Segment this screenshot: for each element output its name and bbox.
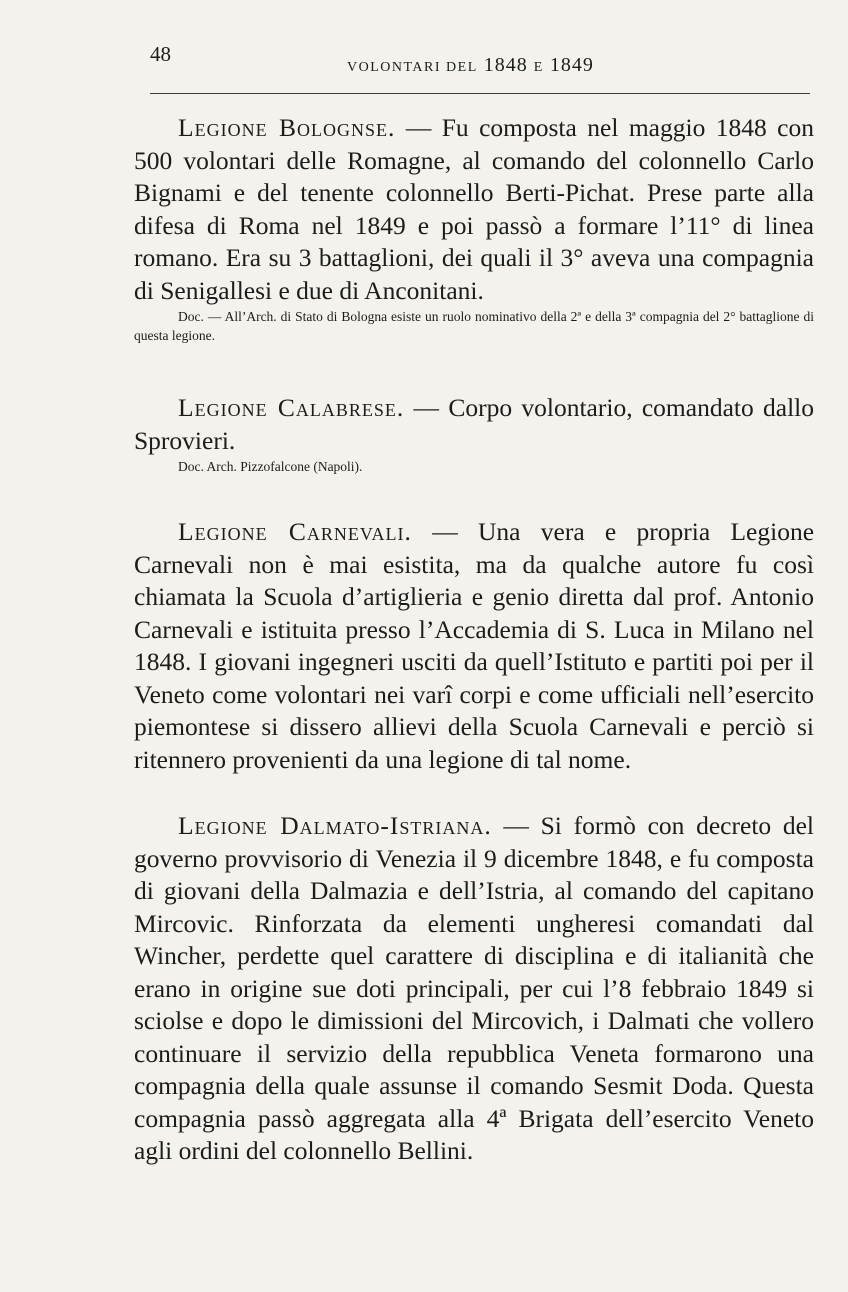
entry-legione-bolognese <box>134 112 814 345</box>
entry-heading: Legione Carnevali. <box>178 517 412 546</box>
entry-legione-carnevali <box>134 516 814 776</box>
page-number: 48 <box>150 42 171 66</box>
entry-paragraph <box>134 516 814 776</box>
running-head <box>150 42 810 94</box>
entry-heading: Legione Calabrese. <box>178 393 405 422</box>
entry-body: — Corpo volontario, comandato dallo Sprovieri. <box>134 393 815 455</box>
header-rule <box>150 93 810 94</box>
entry-legione-dalmato-istriana <box>134 810 814 1168</box>
running-title-year-2: 1849 <box>549 54 594 76</box>
running-title-year-1: 1848 <box>483 54 528 76</box>
running-title <box>347 54 594 77</box>
running-title-prefix: VOLONTARI DEL <box>347 60 478 75</box>
running-title-conjunction: E <box>533 60 544 75</box>
entry-body: — Fu composta nel maggio 1848 con 500 volontari delle Romagne, al comando del colonnello Carlo Bignami e del tenente colonnello Berti-Pichat. Prese parte alla difesa di Roma nel 1849 e poi passò a formare l’11° di linea romano. Era su 3 battaglioni, dei quali il 3° aveva una compagnia di Senigallesi e due di Anconitani. <box>134 113 814 305</box>
entry-body: — Si formò con decreto del governo provvisorio di Venezia il 9 dicembre 1848, e fu composta di giovani della Dalmazia e dell’Istria, al comando del capitano Mircovic. Rinforzata da elementi ungheresi comandati dal Wincher, perdette quel carattere di disciplina e di italianità che erano in origine sue doti principali, per cui l’8 febbraio 1849 si sciolse e dopo le dimissioni del Mircovich, i Dalmati che vollero continuare il servizio della repubblica Veneta formarono una compagnia della quale assunse il comando Sesmit Doda. Questa compagnia passò aggregata alla 4ª Brigata dell’esercito Veneto agli ordini del colonnello Bellini. <box>134 811 815 1165</box>
entry-doc-note: Doc. — All’Arch. di Stato di Bologna esiste un ruolo nominativo della 2ª e della 3ª compagnia del 2° battaglione di questa legione. <box>134 309 814 343</box>
entry-heading: Legione Bolognse. <box>178 113 396 142</box>
entry-body: — Una vera e propria Legione Carnevali non è mai esistita, ma da qualche autore fu così chiamata la Scuola d’artiglieria e genio diretta dal prof. Antonio Carnevali e istituita presso l’Accademia di S. Luca in Milano nel 1848. I giovani ingegneri usciti da quell’Istituto e partiti poi per il Veneto come volontari nei varî corpi e come ufficiali nell’esercito piemontese si dissero allievi della Scuola Carnevali e perciò si ritennero provenienti da una legione di tal nome. <box>134 517 815 774</box>
entry-paragraph <box>134 810 814 1168</box>
entry-heading: Legione Dalmato-Istriana. <box>178 811 492 840</box>
entry-doc-note: Doc. Arch. Pizzofalcone (Napoli). <box>178 459 363 474</box>
entry-paragraph <box>134 392 814 457</box>
entry-paragraph <box>134 112 814 307</box>
entry-legione-calabrese <box>134 392 814 476</box>
